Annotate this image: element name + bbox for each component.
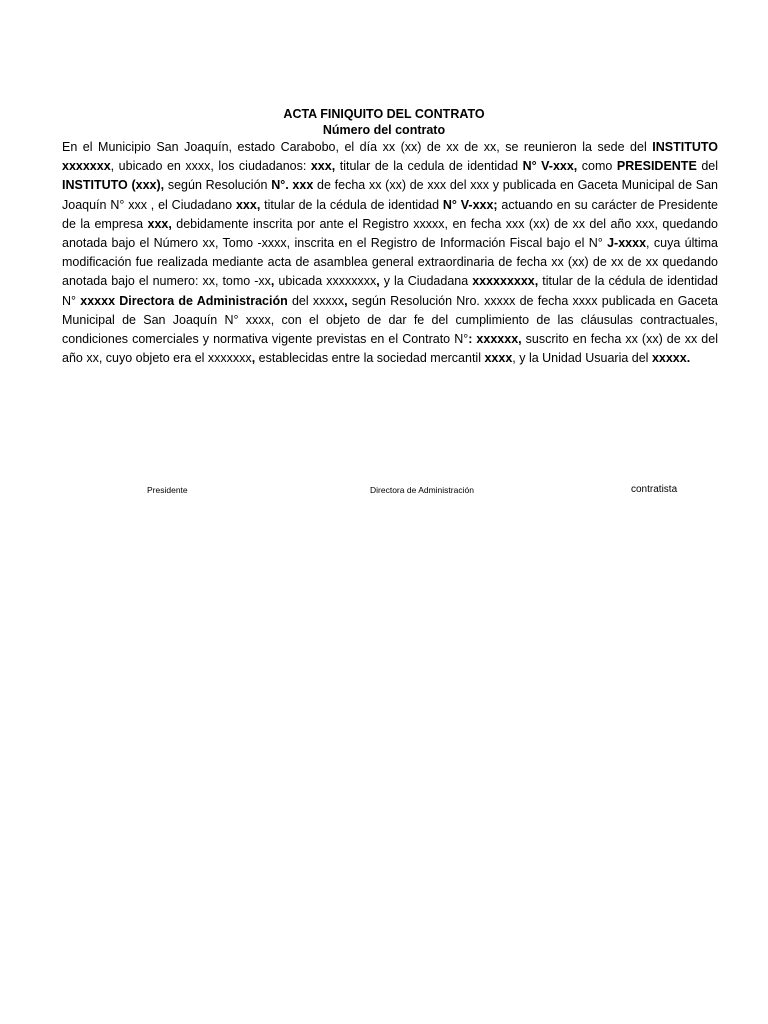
body-text-run: titular de la cédula de identidad [260,197,443,212]
document-title: ACTA FINIQUITO DEL CONTRATO [283,107,485,121]
body-bold-run: INSTITUTO (xxx), [62,178,165,193]
body-text-run: titular de la cédula de identidad N° [62,274,718,308]
body-text-run: según Resolución [164,178,272,193]
body-text-run: y la Ciudadana [379,274,473,289]
body-bold-run: xxxx [484,351,513,366]
body-text-run: ubicada xxxxxxxx [274,274,377,289]
body-bold-run: xxx, [310,159,336,174]
body-paragraph [62,138,718,368]
signature-president: Presidente [147,485,188,495]
signature-director: Directora de Administración [370,485,474,495]
body-bold-run: N° V-xxx; [442,197,498,212]
body-text-run: suscrito en fecha xx (xx) de xx del año xx, cuyo objeto era el xxxxxxx [62,332,718,366]
body-bold-run: PRESIDENTE [616,159,697,174]
body-bold-run: N° V-xxx, [522,159,578,174]
body-text-run: En el Municipio San Joaquín, estado Carabobo, el día xx (xx) de xx de xx, se reunieron la sede del [62,140,653,154]
body-text-run: , y la Unidad Usuaria del [512,351,652,366]
body-text-run: establecidas entre la sociedad mercantil [255,351,485,366]
body-text-run: actuando en su carácter de Presidente de la empresa [62,197,718,231]
body-bold-run: xxx, [147,216,172,231]
body-bold-run: N°. xxx [271,178,314,193]
body-bold-run: xxxxx Directora de Administración [80,293,288,308]
body-bold-run: , [270,274,275,289]
body-text-run: titular de la cedula de identidad [335,159,523,174]
body-bold-run: J-xxxx [607,236,647,251]
body-bold-run: , [344,293,348,308]
body-bold-run: , [376,274,380,289]
body-text-run: , ubicado en xxxx, los ciudadanos: [110,159,311,174]
body-bold-run: , [251,351,256,366]
body-bold-run: xxxxxxxxx, [472,274,539,289]
body-bold-run: xxx, [235,197,261,212]
contract-number-heading: Número del contrato [322,123,446,137]
body-text-run: , cuya última modificación fue realizada mediante acta de asamblea general extraordinaria de fecha xx (xx) de xx de xx quedando anotada bajo el numero: xx, tomo -xx [62,236,718,289]
signature-contractor: contratista [631,484,678,495]
body-text-run: debidamente inscrita por ante el Registro xxxxx, en fecha xxx (xx) de xx del año xxx, quedando anotada bajo el Número xx, Tomo -xxxx, inscrita en el Registro de Información Fiscal bajo el N° [62,216,719,251]
body-text-run: del [696,159,719,174]
body-text-run: de fecha xx (xx) de xxx del xxx y publicada en Gaceta Municipal de San Joaquín N° xxx , el Ciudadano [62,178,718,212]
body-bold-run: INSTITUTO xxxxxxx [62,140,718,174]
body-text-run: como [577,159,617,174]
body-text-run: según Resolución Nro. xxxxx de fecha xxxx publicada en Gaceta Municipal de San Joaquín N° xxxx, con el objeto de dar fe del cumplimiento de las cláusulas contractuales, condiciones comerciales y normativa vigente previstas en el Contrato N° [62,293,718,347]
body-text-run: del xxxxx [287,293,345,308]
body-bold-run: : xxxxxx, [468,332,522,347]
body-bold-run: xxxxx. [651,351,691,366]
